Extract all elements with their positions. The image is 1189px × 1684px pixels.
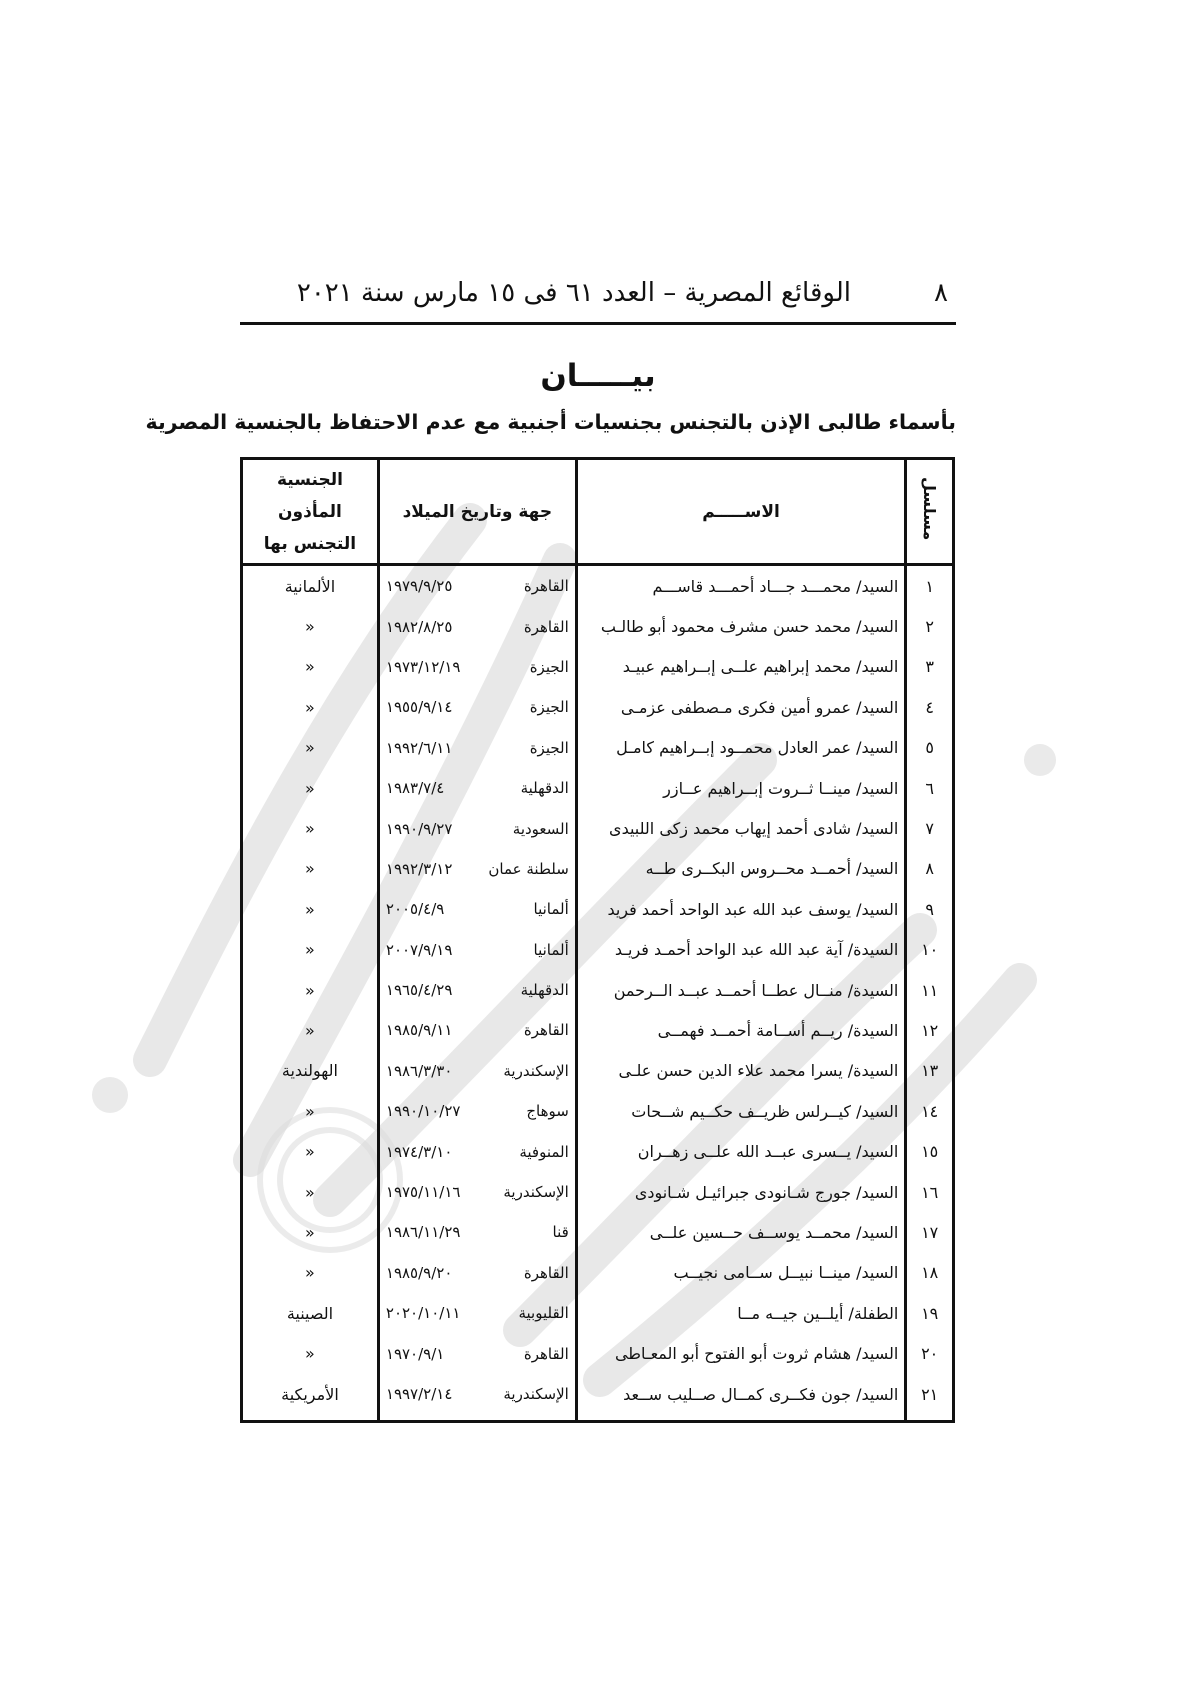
row-birth: [378, 647, 576, 687]
row-birth: [378, 808, 576, 848]
row-birth: [378, 768, 576, 808]
birth-date: ٢٠٠٧/٩/١٩: [385, 940, 453, 959]
birth-date: ١٩٧٥/١١/١٦: [385, 1183, 461, 1202]
table-row: [242, 1131, 954, 1171]
row-birth: [378, 1374, 576, 1422]
row-nationality: الهولندية: [242, 1051, 379, 1091]
row-name: السيد/ محمد حسن مشرف محمود أبو طالـب: [576, 606, 906, 646]
table-row: [242, 1212, 954, 1252]
row-birth: [378, 1010, 576, 1050]
row-serial: ٧: [906, 808, 954, 848]
row-birth: [378, 606, 576, 646]
row-name: السيد/ محمـــد جـــاد أحمـــد قاســـم: [576, 565, 906, 607]
row-birth: [378, 1253, 576, 1293]
row-nationality: «: [242, 1172, 379, 1212]
birth-date: ١٩٩٠/٩/٢٧: [385, 819, 453, 838]
row-name: السيد/ جورج شـانودى جبرائيـل شـانودى: [576, 1172, 906, 1212]
row-name: السيد/ عمرو أمين فكرى مـصطفى عزمـى: [576, 687, 906, 727]
birth-date: ١٩٨٢/٨/٢٥: [385, 617, 453, 636]
row-name: السيد/ عمر العادل محمــود إبــراهيم كامـل: [576, 728, 906, 768]
birth-date: ١٩٩٠/١٠/٢٧: [385, 1102, 461, 1121]
table-row: [242, 930, 954, 970]
page-number: ٨: [934, 278, 948, 308]
row-name: السيد/ كيــرلس ظريــف حكــيم شــحات: [576, 1091, 906, 1131]
row-name: السيد/ شادى أحمد إيهاب محمد زكى اللبيدى: [576, 808, 906, 848]
row-name: السيدة/ يسرا محمد علاء الدين حسن علـى: [576, 1051, 906, 1091]
birth-place: السعودية: [512, 819, 569, 838]
birth-date: ١٩٩٧/٢/١٤: [385, 1385, 453, 1403]
row-serial: ١٥: [906, 1131, 954, 1171]
row-birth: [378, 889, 576, 929]
birth-place: الدقهلية: [520, 779, 569, 798]
document-title: بيـــــان: [540, 358, 656, 394]
row-serial: ٩: [906, 889, 954, 929]
row-birth: [378, 687, 576, 727]
row-nationality: «: [242, 728, 379, 768]
row-nationality: «: [242, 1131, 379, 1171]
birth-place: الجيزة: [529, 738, 569, 757]
row-name: السيد/ هشام ثروت أبو الفتوح أبو المعـاطى: [576, 1333, 906, 1373]
row-birth: [378, 1051, 576, 1091]
row-serial: ١٨: [906, 1253, 954, 1293]
row-nationality: «: [242, 1253, 379, 1293]
birth-place: قنا: [552, 1223, 569, 1242]
table-header-row: [242, 459, 954, 565]
table-row: [242, 565, 954, 607]
table-row: [242, 1010, 954, 1050]
table-row: [242, 889, 954, 929]
birth-date: ٢٠٠٥/٤/٩: [385, 900, 445, 919]
column-header-serial: مسلسل: [906, 459, 954, 565]
row-nationality: «: [242, 970, 379, 1010]
row-nationality: «: [242, 1212, 379, 1252]
header-rule: [240, 322, 956, 325]
row-nationality: «: [242, 1091, 379, 1131]
birth-date: ٢٠٢٠/١٠/١١: [385, 1304, 461, 1323]
row-birth: [378, 1172, 576, 1212]
row-nationality: «: [242, 930, 379, 970]
row-nationality: «: [242, 606, 379, 646]
document-subtitle: بأسماء طالبى الإذن بالتجنس بجنسيات أجنبية مع عدم الاحتفاظ بالجنسية المصرية: [145, 410, 956, 434]
row-name: السيدة/ منــال عطــا أحمــد عبــد الــرحمن: [576, 970, 906, 1010]
row-serial: ١٦: [906, 1172, 954, 1212]
row-birth: [378, 970, 576, 1010]
birth-place: القليوبية: [518, 1304, 569, 1323]
birth-date: ١٩٧٠/٩/١: [385, 1344, 445, 1363]
birth-date: ١٩٨٦/١١/٢٩: [385, 1223, 461, 1242]
row-serial: ١٠: [906, 930, 954, 970]
birth-place: القاهرة: [523, 1021, 569, 1040]
birth-place: الدقهلية: [520, 981, 569, 1000]
row-nationality: «: [242, 849, 379, 889]
row-serial: ٢١: [906, 1374, 954, 1422]
birth-date: ١٩٧٩/٩/٢٥: [385, 577, 453, 596]
row-serial: ٦: [906, 768, 954, 808]
row-serial: ٢: [906, 606, 954, 646]
row-birth: [378, 1212, 576, 1252]
birth-date: ١٩٧٤/٣/١٠: [385, 1142, 453, 1161]
row-name: السيد/ أحمــد محــروس البكــرى طــه: [576, 849, 906, 889]
row-nationality: «: [242, 687, 379, 727]
row-name: السيد/ محمــد يوســف حــسين علــى: [576, 1212, 906, 1252]
row-birth: [378, 1131, 576, 1171]
birth-place: ألمانيا: [533, 940, 569, 959]
row-nationality: «: [242, 647, 379, 687]
table-row: [242, 768, 954, 808]
birth-date: ١٩٨٥/٩/٢٠: [385, 1263, 453, 1282]
birth-date: ١٩٨٥/٩/١١: [385, 1021, 453, 1040]
birth-place: الجيزة: [529, 657, 569, 676]
table-row: [242, 849, 954, 889]
birth-place: القاهرة: [523, 1263, 569, 1282]
row-name: السيد/ محمد إبراهيم علــى إبــراهيم عبيـد: [576, 647, 906, 687]
row-serial: ٥: [906, 728, 954, 768]
birth-place: الجيزة: [529, 698, 569, 717]
row-serial: ١٢: [906, 1010, 954, 1050]
row-nationality: «: [242, 889, 379, 929]
birth-date: ١٩٩٢/٣/١٢: [385, 859, 453, 878]
birth-place: ألمانيا: [533, 900, 569, 919]
row-serial: ١٧: [906, 1212, 954, 1252]
birth-place: القاهرة: [523, 1344, 569, 1363]
row-serial: ١: [906, 565, 954, 607]
row-name: السيد/ مينــا ثــروت إبــراهيم عــازر: [576, 768, 906, 808]
row-name: السيدة/ آية عبد الله عبد الواحد أحمـد فريـد: [576, 930, 906, 970]
birth-place: سلطنة عمان: [488, 859, 569, 878]
table-row: [242, 1293, 954, 1333]
row-nationality: «: [242, 808, 379, 848]
row-serial: ٤: [906, 687, 954, 727]
table-row: [242, 1253, 954, 1293]
row-birth: [378, 930, 576, 970]
table-row: [242, 647, 954, 687]
birth-place: الإسكندرية: [503, 1385, 569, 1403]
birth-place: المنوفية: [519, 1142, 569, 1161]
naturalization-table: [240, 457, 955, 1423]
row-birth: [378, 728, 576, 768]
table-row: [242, 687, 954, 727]
row-serial: ١٤: [906, 1091, 954, 1131]
row-birth: [378, 565, 576, 607]
row-serial: ٨: [906, 849, 954, 889]
row-nationality: الألمانية: [242, 565, 379, 607]
birth-date: ١٩٨٦/٣/٣٠: [385, 1061, 453, 1080]
row-name: السيد/ يــسرى عبــد الله علــى زهــران: [576, 1131, 906, 1171]
birth-place: القاهرة: [523, 617, 569, 636]
row-serial: ٣: [906, 647, 954, 687]
row-serial: ١٣: [906, 1051, 954, 1091]
row-name: السيد/ جون فكــرى كمــال صــليب ســعد: [576, 1374, 906, 1422]
birth-place: القاهرة: [523, 577, 569, 596]
row-birth: [378, 1091, 576, 1131]
row-birth: [378, 849, 576, 889]
row-serial: ٢٠: [906, 1333, 954, 1373]
gazette-issue-line: الوقائع المصرية – العدد ٦١ فى ١٥ مارس سنة ٢٠٢١: [296, 278, 851, 308]
table-row: [242, 970, 954, 1010]
column-header-name: الاســـــم: [576, 459, 906, 565]
row-nationality: «: [242, 1010, 379, 1050]
row-birth: [378, 1333, 576, 1373]
row-nationality: الصينية: [242, 1293, 379, 1333]
table-row: [242, 1172, 954, 1212]
row-serial: ١١: [906, 970, 954, 1010]
column-header-nationality: الجنسية المأذون التجنس بها: [242, 459, 379, 565]
row-name: الطفلة/ أيلــين جيــه مــا: [576, 1293, 906, 1333]
birth-date: ١٩٥٥/٩/١٤: [385, 698, 453, 717]
birth-date: ١٩٧٣/١٢/١٩: [385, 657, 461, 676]
table-row: [242, 1374, 954, 1422]
birth-date: ١٩٩٢/٦/١١: [385, 738, 453, 757]
row-birth: [378, 1293, 576, 1333]
table-row: [242, 1051, 954, 1091]
table-row: [242, 728, 954, 768]
table-row: [242, 808, 954, 848]
row-nationality: «: [242, 1333, 379, 1373]
row-name: السيد/ مينــا نبيــل ســامى نجيــب: [576, 1253, 906, 1293]
page-header: [240, 270, 956, 320]
birth-place: سوهاج: [526, 1102, 569, 1121]
birth-place: الإسكندرية: [503, 1183, 569, 1202]
row-name: السيدة/ ريــم أســامة أحمــد فهمــى: [576, 1010, 906, 1050]
table-row: [242, 606, 954, 646]
table-row: [242, 1091, 954, 1131]
table-row: [242, 1333, 954, 1373]
birth-date: ١٩٦٥/٤/٢٩: [385, 981, 453, 1000]
column-header-birth: جهة وتاريخ الميلاد: [378, 459, 576, 565]
row-nationality: الأمريكية: [242, 1374, 379, 1422]
birth-place: الإسكندرية: [503, 1061, 569, 1080]
row-serial: ١٩: [906, 1293, 954, 1333]
birth-date: ١٩٨٣/٧/٤: [385, 779, 445, 798]
row-nationality: «: [242, 768, 379, 808]
row-name: السيد/ يوسف عبد الله عبد الواحد أحمد فريد: [576, 889, 906, 929]
